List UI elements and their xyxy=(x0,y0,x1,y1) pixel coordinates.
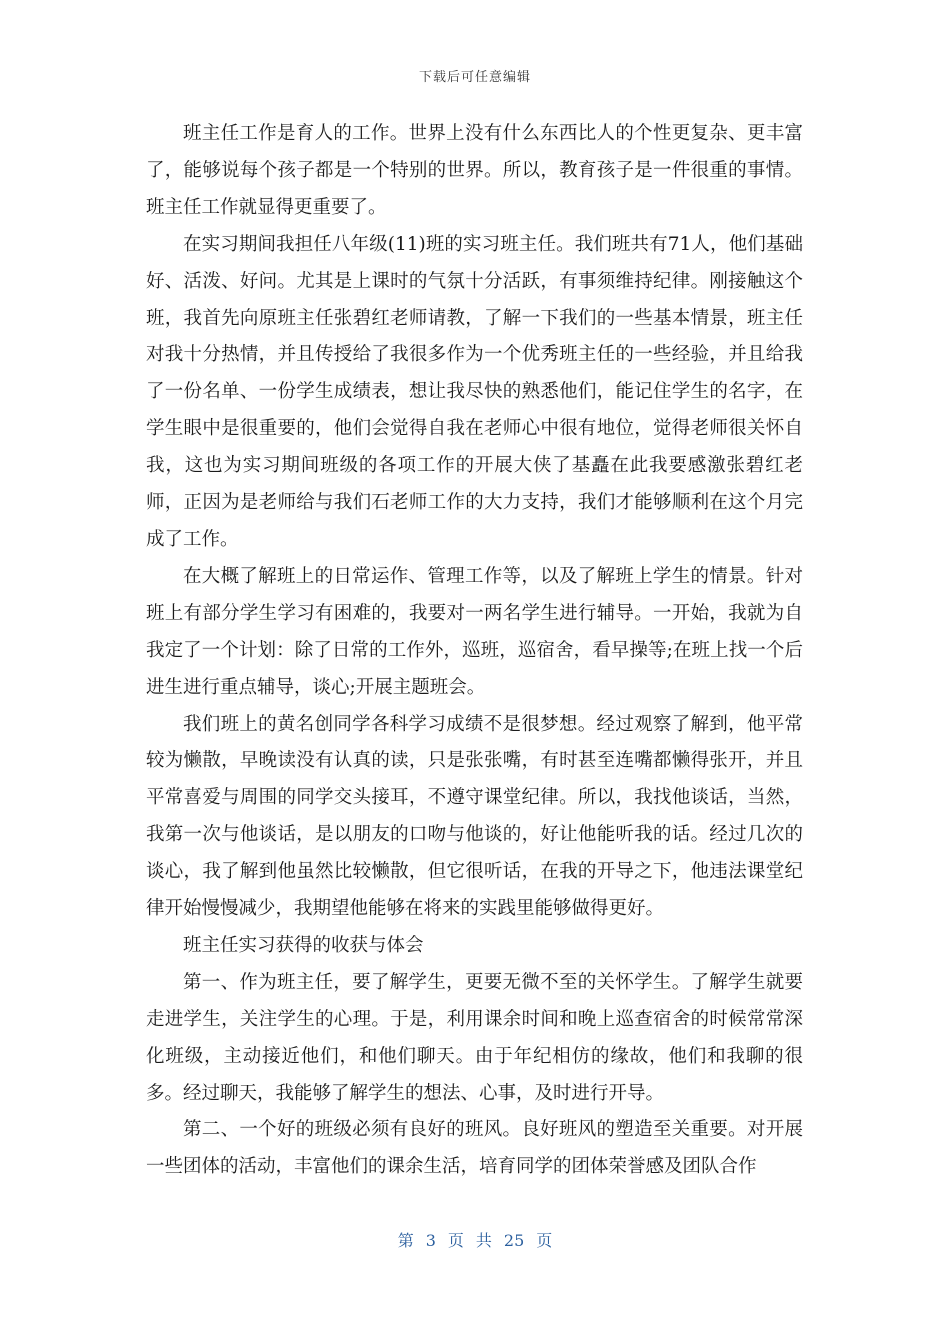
page-number: 3 xyxy=(425,1231,436,1250)
paragraph: 班主任工作是育人的工作。世界上没有什么东西比人的个性更复杂、更丰富了，能够说每个孩子都是一个特别的世界。所以，教育孩子是一件很重的事情。班主任工作就显得更重要了。 xyxy=(146,123,803,218)
paragraph: 在大概了解班上的日常运作、管理工作等，以及了解班上学生的情景。针对班上有部分学生学习有困难的，我要对一两名学生进行辅导。一开始，我就为自我定了一个计划：除了日常的工作外，巡班，巡宿舍，看早操等;在班上找一个后进生进行重点辅导，谈心;开展主题班会。 xyxy=(146,565,803,698)
page-header: 下载后可任意编辑 xyxy=(418,70,531,85)
total-pages: 25 xyxy=(503,1231,525,1250)
paragraph: 第一、作为班主任，要了解学生，更要无微不至的关怀学生。了解学生就要走进学生，关注学生的心理。于是，利用课余时间和晚上巡查宿舍的时候常常深化班级，主动接近他们，和他们聊天。由于年纪相仿的缘故，他们和我聊的很多。经过聊天，我能够了解学生的想法、心事，及时进行开导。 xyxy=(146,971,803,1104)
paragraph: 第二、一个好的班级必须有良好的班风。良好班风的塑造至关重要。对开展一些团体的活动，丰富他们的课余生活，培育同学的团体荣誉感及团队合作 xyxy=(146,1119,803,1178)
document-body xyxy=(146,116,803,1186)
paragraph: 我们班上的黄名创同学各科学习成绩不是很梦想。经过观察了解到，他平常较为懒散，早晚读没有认真的读，只是张张嘴，有时甚至连嘴都懒得张开，并且平常喜爱与周围的同学交头接耳，不遵守课堂纪律。所以，我找他谈话，当然，我第一次与他谈话，是以朋友的口吻与他谈的，好让他能听我的话。经过几次的谈心，我了解到他虽然比较懒散，但它很听话，在我的开导之下，他违法课堂纪律开始慢慢减少，我期望他能够在将来的实践里能够做得更好。 xyxy=(146,713,803,920)
page-unit: 页 xyxy=(447,1231,464,1250)
paragraph: 在实习期间我担任八年级(11)班的实习班主任。我们班共有71人，他们基础好、活泼、好问。尤其是上课时的气氛十分活跃，有事须维持纪律。刚接触这个班，我首先向原班主任张碧红老师请教，了解一下我们的一些基本情景，班主任对我十分热情，并且传授给了我很多作为一个优秀班主任的一些经验，并且给我了一份名单、一份学生成绩表，想让我尽快的熟悉他们，能记住学生的名字，在学生眼中是很重要的，他们会觉得自我在老师心中很有地位，觉得老师很关怀自我，这也为实习期间班级的各项工作的开展大侠了基矗在此我要感激张碧红老师，正因为是老师给与我们石老师工作的大力支持，我们才能够顺利在这个月完成了工作。 xyxy=(146,233,803,550)
total-label: 共 xyxy=(475,1231,492,1250)
total-unit: 页 xyxy=(536,1231,553,1250)
page-label: 第 xyxy=(397,1231,414,1250)
section-heading: 班主任实习获得的收获与体会 xyxy=(183,934,424,956)
page-footer xyxy=(0,1228,950,1251)
